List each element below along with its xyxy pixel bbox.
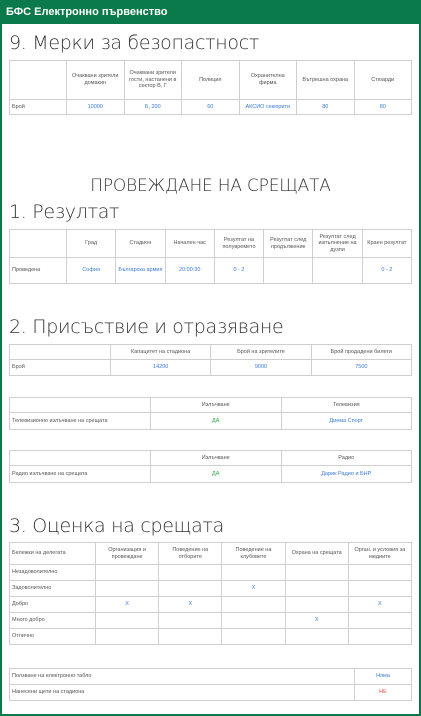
table-header: Излъчване xyxy=(151,398,282,413)
table-header xyxy=(10,398,151,413)
table-header: Полиция xyxy=(182,61,240,100)
table-header-row xyxy=(10,230,412,258)
table-header: Брой на зрителите xyxy=(211,345,311,360)
table-cell: София xyxy=(67,258,116,284)
row-label: Телевизионно излъчване на срещата xyxy=(10,413,151,430)
table-row xyxy=(10,581,412,597)
table-cell: X xyxy=(96,597,159,613)
radio-table xyxy=(9,450,412,483)
table-cell: АКСИО секюрити xyxy=(239,100,297,115)
table-cell xyxy=(222,597,285,613)
row-label: Проведена xyxy=(10,258,67,284)
table-row xyxy=(10,360,412,376)
attendance-table xyxy=(9,344,412,376)
result-heading: 1. Резултат xyxy=(9,201,120,223)
table-cell xyxy=(159,581,222,597)
table-cell xyxy=(222,613,285,629)
damage-value: НЕ xyxy=(355,685,412,701)
table-cell: 9000 xyxy=(211,360,311,376)
table-cell: 10000 xyxy=(67,100,125,115)
table-cell xyxy=(285,565,348,581)
table-header: Организация и провеждане xyxy=(96,543,159,565)
row-label: Незадоволително xyxy=(10,565,96,581)
table-cell xyxy=(348,613,411,629)
table-row xyxy=(10,100,412,115)
table-header xyxy=(10,61,67,100)
table-cell xyxy=(348,629,411,645)
table-header: Вътрешна охрана xyxy=(297,61,355,100)
tv-broadcast-value: ДА xyxy=(151,413,282,430)
table-header: Очаквани зрители гости, настанени в сектор В, Г xyxy=(124,61,182,100)
table-row xyxy=(10,565,412,581)
table-header: Излъчване xyxy=(151,451,282,466)
table-cell xyxy=(96,629,159,645)
table-row xyxy=(10,413,412,430)
table-cell xyxy=(285,597,348,613)
table-cell xyxy=(159,629,222,645)
table-row xyxy=(10,597,412,613)
table-header xyxy=(10,230,67,258)
table-header-row xyxy=(10,451,412,466)
tv-table xyxy=(9,397,412,430)
table-header-row xyxy=(10,61,412,100)
evaluation-table xyxy=(9,542,412,645)
row-label: Отлично xyxy=(10,629,96,645)
table-header: Стадион xyxy=(116,230,165,258)
table-cell xyxy=(159,613,222,629)
table-cell: 0 - 2 xyxy=(214,258,263,284)
table-header xyxy=(10,451,151,466)
table-cell: 7500 xyxy=(311,360,411,376)
table-header: Начален час xyxy=(165,230,214,258)
table-header: Охранителна фирма xyxy=(239,61,297,100)
attendance-heading: 2. Присъствие и отразяване xyxy=(9,316,284,338)
table-header: Стюарди xyxy=(354,61,412,100)
table-header-row xyxy=(10,543,412,565)
table-row xyxy=(10,685,412,701)
table-row xyxy=(10,466,412,483)
scoreboard-value: Няма xyxy=(355,669,412,685)
table-header: Капацитет на стадиона xyxy=(111,345,211,360)
table-cell xyxy=(222,629,285,645)
table-cell xyxy=(348,565,411,581)
table-cell xyxy=(96,613,159,629)
table-cell xyxy=(264,258,313,284)
table-cell xyxy=(96,581,159,597)
table-header: Поведение на клубовете xyxy=(222,543,285,565)
app-title-bar xyxy=(0,0,421,24)
table-header: Очаквани зрители домакин xyxy=(67,61,125,100)
table-header: Резултат след продължение xyxy=(264,230,313,258)
app-title: БФС Електронно първенство xyxy=(6,6,168,18)
row-label: Брой xyxy=(10,100,67,115)
table-row xyxy=(10,629,412,645)
row-label: Брой xyxy=(10,360,111,376)
table-cell: 0 - 2 xyxy=(362,258,411,284)
table-header: Град xyxy=(67,230,116,258)
table-cell: Българска армия xyxy=(116,258,165,284)
table-header-row xyxy=(10,398,412,413)
table-cell: 60 xyxy=(182,100,240,115)
radio-broadcast-value: ДА xyxy=(151,466,282,483)
table-header: Бележки на делегата xyxy=(10,543,96,565)
row-label: Много добро xyxy=(10,613,96,629)
row-label: Добро xyxy=(10,597,96,613)
table-header xyxy=(10,345,111,360)
security-table xyxy=(9,60,412,115)
table-cell xyxy=(222,565,285,581)
table-header: Телевизия xyxy=(281,398,412,413)
evaluation-heading: 3. Оценка на срещата xyxy=(9,515,224,537)
table-row xyxy=(10,613,412,629)
table-header: Краен резултат xyxy=(362,230,411,258)
security-heading: 9. Мерки за безопастност xyxy=(9,32,259,54)
row-label: Нанесени щети на стадиона xyxy=(10,685,355,701)
table-header-row xyxy=(10,345,412,360)
table-cell: X xyxy=(348,597,411,613)
table-header: Радио xyxy=(281,451,412,466)
row-label: Радио излъчване на срещата xyxy=(10,466,151,483)
extra-table xyxy=(9,668,412,701)
table-cell: X xyxy=(285,613,348,629)
table-cell: Б, 200 xyxy=(124,100,182,115)
table-header: Резултат на полувремето xyxy=(214,230,263,258)
table-row xyxy=(10,258,412,284)
table-cell: X xyxy=(222,581,285,597)
table-header: Охрана на срещата xyxy=(285,543,348,565)
table-header: Поведение на отборите xyxy=(159,543,222,565)
table-cell: 80 xyxy=(297,100,355,115)
table-cell: 80 xyxy=(354,100,412,115)
table-cell xyxy=(313,258,362,284)
table-header: Резултат след изпълнение на дузпи xyxy=(313,230,362,258)
frame-left-border xyxy=(0,24,2,716)
conduct-heading: ПРОВЕЖДАНЕ НА СРЕЩАТА xyxy=(90,176,331,196)
radio-station-value: Дарик Радио и БНР xyxy=(281,466,412,483)
table-header: Брой продадени билети xyxy=(311,345,411,360)
table-cell xyxy=(348,581,411,597)
tv-station-value: Диема Спорт xyxy=(281,413,412,430)
result-table xyxy=(9,229,412,284)
table-cell: 20:00:30 xyxy=(165,258,214,284)
table-cell xyxy=(159,565,222,581)
row-label: Ползване на електронно табло xyxy=(10,669,355,685)
table-cell xyxy=(285,629,348,645)
table-cell: 14200 xyxy=(111,360,211,376)
table-cell xyxy=(96,565,159,581)
table-cell: X xyxy=(159,597,222,613)
table-cell xyxy=(285,581,348,597)
row-label: Задоволително xyxy=(10,581,96,597)
table-row xyxy=(10,669,412,685)
table-header: Орган. и условия за медиите xyxy=(348,543,411,565)
